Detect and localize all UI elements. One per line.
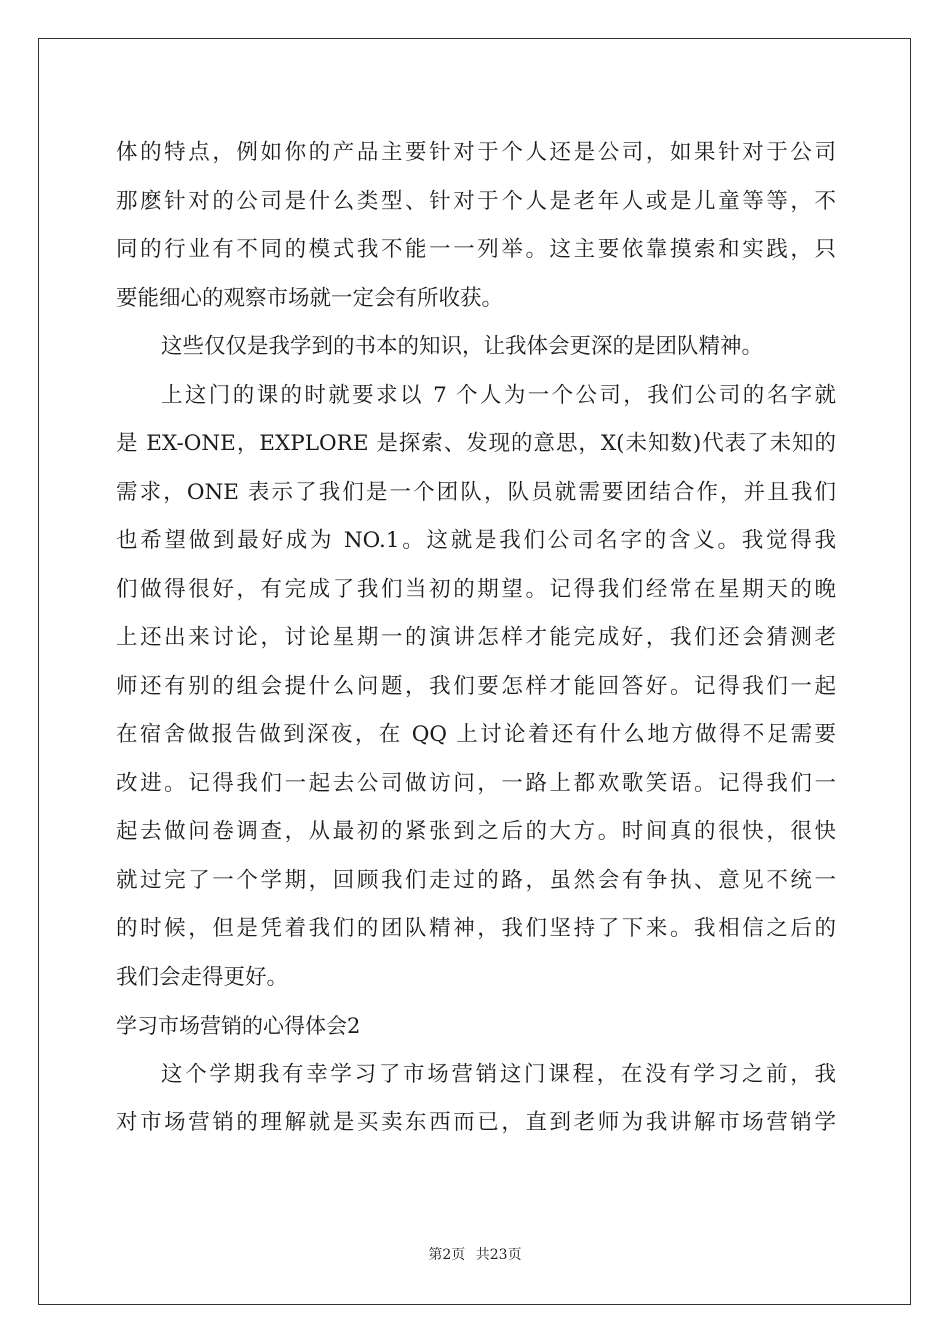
paragraph-block (116, 129, 836, 1002)
text-line: 是 EX-ONE，EXPLORE 是探索、发现的意思，X(未知数)代表了未知的 (116, 431, 836, 456)
text-line: 这些仅仅是我学到的书本的知识，让我体会更深的是团队精神。 (161, 334, 764, 359)
text-line: 要能细心的观察市场就一定会有所收获。 (116, 285, 504, 311)
text-line: 们做得很好，有完成了我们当初的期望。记得我们经常在星期天的晚 (116, 576, 836, 602)
text-line: 在宿舍做报告做到深夜，在 QQ 上讨论着还有什么地方做得不足需要 (116, 722, 836, 747)
text-line: 同的行业有不同的模式我不能一一列举。这主要依靠摸索和实践，只 (116, 237, 836, 262)
text-line: 这个学期我有幸学习了市场营销这门课程，在没有学习之前，我 (161, 1061, 836, 1087)
text-line: 起去做问卷调查，从最初的紧张到之后的大方。时间真的很快，很快 (116, 819, 836, 844)
text-line: 就过完了一个学期，回顾我们走过的路，虽然会有争执、意见不统一 (116, 867, 836, 893)
section-heading: 学习市场营销的心得体会2 (116, 1014, 361, 1038)
text-line: 我们会走得更好。 (116, 964, 289, 990)
text-line: 需求，ONE 表示了我们是一个团队，队员就需要团结合作，并且我们 (116, 479, 836, 505)
text-line: 对市场营销的理解就是买卖东西而已，直到老师为我讲解市场营销学 (116, 1110, 836, 1135)
text-line: 上还出来讨论，讨论星期一的演讲怎样才能完成好，我们还会猜测老 (116, 625, 836, 650)
page-total: 共23页 (475, 1247, 522, 1263)
page-footer (0, 1244, 950, 1264)
page-number: 第2页 (428, 1247, 466, 1263)
text-line: 那麽针对的公司是什么类型、针对于个人是老年人或是儿童等等，不 (116, 188, 836, 214)
document-body (116, 129, 836, 1148)
text-line: 也希望做到最好成为 NO.1。这就是我们公司名字的含义。我觉得我 (116, 528, 836, 553)
paragraph-block-2 (116, 1051, 836, 1148)
text-line: 的时候，但是凭着我们的团队精神，我们坚持了下来。我相信之后的 (116, 916, 836, 941)
text-line: 师还有别的组会提什么问题，我们要怎样才能回答好。记得我们一起 (116, 673, 836, 699)
text-line: 改进。记得我们一起去公司做访问，一路上都欢歌笑语。记得我们一 (116, 770, 836, 796)
text-line: 上这门的课的时就要求以 7 个人为一个公司，我们公司的名字就 (161, 382, 836, 408)
text-line: 体的特点，例如你的产品主要针对于个人还是公司，如果针对于公司 (116, 140, 836, 165)
